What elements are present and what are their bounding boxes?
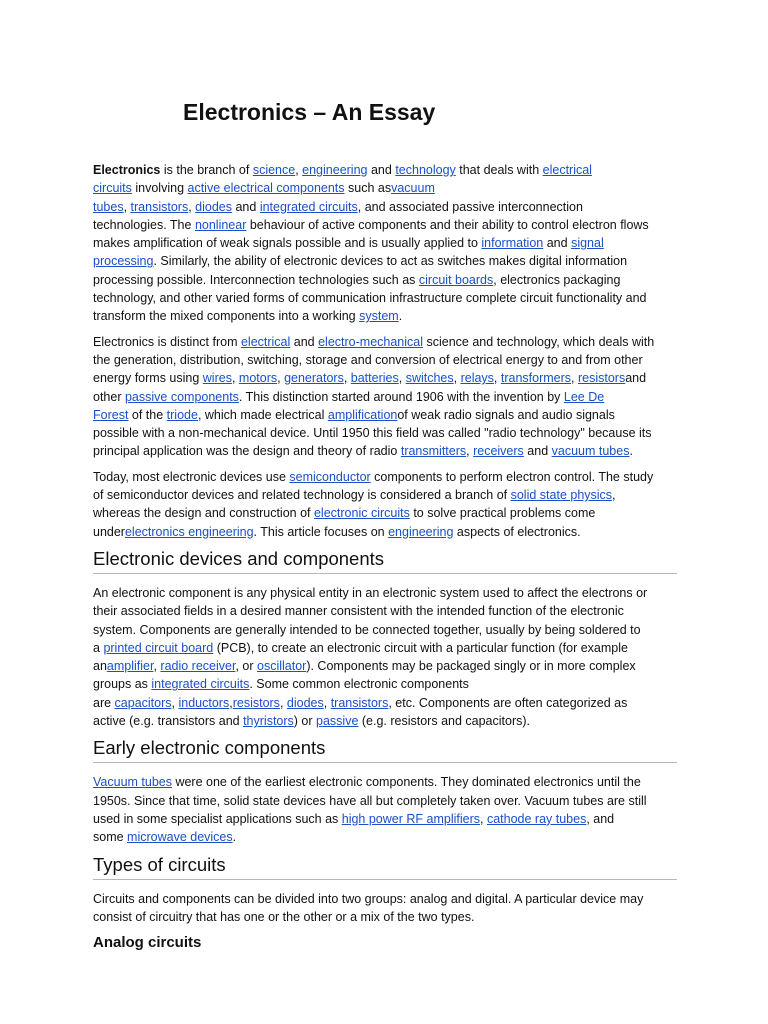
inline-link[interactable]: science xyxy=(252,163,296,177)
inline-link[interactable]: microwave devices xyxy=(127,830,233,845)
inline-link[interactable]: amplifier xyxy=(106,659,154,674)
inline-link[interactable]: passive xyxy=(316,714,359,729)
text-run: possible with a non-mechanical device. Until 1950 this field was called "radio technology" because its xyxy=(93,426,652,441)
text-run: , and associated passive interconnection xyxy=(357,199,583,214)
text-run: principal application was the design and theory of radio xyxy=(93,444,401,459)
inline-link[interactable]: relays xyxy=(460,371,494,386)
inline-link[interactable]: vacuum tubes xyxy=(551,444,630,459)
text-run: system. Components are generally intended to be connected together, usually by being soldered to xyxy=(93,622,641,637)
text-line xyxy=(93,369,683,387)
inline-link[interactable]: transmitters xyxy=(400,444,467,459)
inline-link[interactable]: system xyxy=(359,309,399,324)
text-run: , xyxy=(612,488,616,503)
text-run: , xyxy=(231,371,239,386)
text-run: . xyxy=(232,830,237,845)
text-run: , xyxy=(480,811,487,826)
inline-link[interactable]: transformers xyxy=(500,371,572,386)
section-heading: Types of circuits xyxy=(93,854,677,880)
text-line xyxy=(93,307,683,325)
text-run: , which made electrical xyxy=(197,407,328,422)
text-run: , xyxy=(279,695,287,710)
inline-link[interactable]: information xyxy=(481,236,544,251)
text-run: , xyxy=(466,444,474,459)
text-line xyxy=(93,234,683,252)
text-run: An electronic component is any physical entity in an electronic system used to affect the electrons or xyxy=(93,585,648,600)
text-run: an xyxy=(93,659,107,674)
text-line xyxy=(93,252,683,270)
text-line xyxy=(93,773,683,791)
text-run: their associated fields in a desired manner consistent with the intended function of the electronic xyxy=(93,604,624,619)
text-run: makes amplification of weak signals possible and is usually applied to xyxy=(93,236,482,251)
text-run: to solve practical problems come xyxy=(409,506,596,521)
inline-link[interactable]: solid state physics xyxy=(510,488,613,503)
text-run: and xyxy=(625,371,647,386)
text-run: energy forms using xyxy=(93,371,203,386)
text-run: and xyxy=(367,163,396,177)
inline-link[interactable]: receivers xyxy=(473,444,524,459)
text-run: 1950s. Since that time, solid state devices have all but completely taken over. Vacuum tubes are still xyxy=(93,793,647,808)
text-run: Today, most electronic devices use xyxy=(93,469,290,484)
inline-link[interactable]: wires xyxy=(202,371,232,386)
text-run: and xyxy=(290,334,319,349)
text-run: , xyxy=(343,371,351,386)
paragraph xyxy=(93,584,683,730)
inline-link[interactable]: integrated circuits xyxy=(259,199,358,214)
inline-link[interactable]: high power RF amplifiers xyxy=(341,811,480,826)
text-run: behaviour of active components and their ability to control electron flows xyxy=(246,217,649,232)
inline-link[interactable]: technology xyxy=(395,163,456,177)
text-run: , xyxy=(188,199,196,214)
text-run: that deals with xyxy=(455,163,543,177)
text-run: groups as xyxy=(93,677,152,692)
text-run: , xyxy=(295,163,303,177)
text-run: , xyxy=(277,371,285,386)
text-line xyxy=(93,504,683,522)
text-line xyxy=(93,216,683,234)
text-line xyxy=(93,468,683,486)
inline-link[interactable]: electro-mechanical xyxy=(318,334,424,349)
text-line xyxy=(93,198,683,216)
text-run: aspects of electronics. xyxy=(453,524,581,539)
text-run: ) or xyxy=(293,714,317,729)
text-run: . This article focuses on xyxy=(253,524,389,539)
text-run: , or xyxy=(235,659,257,674)
text-run: , xyxy=(398,371,406,386)
inline-link[interactable]: engineering xyxy=(302,163,368,177)
text-line xyxy=(93,424,683,442)
inline-link[interactable]: Forest xyxy=(93,407,129,422)
text-line xyxy=(93,486,683,504)
inline-link[interactable]: electrical xyxy=(240,334,291,349)
inline-link[interactable]: circuits xyxy=(93,181,132,196)
text-run: , xyxy=(123,199,131,214)
text-run: of the xyxy=(128,407,167,422)
text-run: , xyxy=(453,371,461,386)
text-line xyxy=(93,161,683,179)
inline-link[interactable]: amplification xyxy=(327,407,398,422)
text-line xyxy=(93,333,683,351)
inline-link[interactable]: diodes xyxy=(195,199,232,214)
inline-link[interactable]: semiconductor xyxy=(289,469,371,484)
text-run: Electronics is distinct from xyxy=(93,334,241,349)
inline-link[interactable]: electrical xyxy=(542,163,592,177)
text-line xyxy=(93,406,683,424)
text-run: involving xyxy=(131,181,188,196)
inline-link[interactable]: tubes xyxy=(93,199,124,214)
inline-link[interactable]: vacuum xyxy=(391,181,435,196)
text-line xyxy=(93,442,683,460)
text-run: . Similarly, the ability of electronic devices to act as switches makes digital information xyxy=(153,254,628,269)
text-run: (e.g. resistors and capacitors). xyxy=(358,714,531,729)
text-run: were one of the earliest electronic components. They dominated electronics until the xyxy=(171,775,641,790)
paragraph xyxy=(93,773,683,846)
text-run: , xyxy=(493,371,501,386)
text-line xyxy=(93,792,683,810)
text-run: some xyxy=(93,830,128,845)
inline-link[interactable]: resistors xyxy=(577,371,626,386)
text-run: components to perform electron control. The study xyxy=(370,469,654,484)
text-run: (PCB), to create an electronic circuit with a particular function (for example xyxy=(213,640,628,655)
text-run: . This distinction started around 1906 with the invention by xyxy=(238,389,564,404)
text-run: technology, and other varied forms of communication infrastructure complete circuit functionality and xyxy=(93,291,647,306)
inline-link[interactable]: electronic circuits xyxy=(313,506,410,521)
paragraph xyxy=(93,333,683,461)
inline-link[interactable]: engineering xyxy=(388,524,454,539)
text-run: and xyxy=(232,199,260,214)
inline-link[interactable]: circuit boards xyxy=(418,272,494,287)
text-run: processing possible. Interconnection technologies such as xyxy=(93,272,419,287)
inline-link[interactable]: triode xyxy=(166,407,198,422)
text-run: under xyxy=(93,524,125,539)
text-line xyxy=(93,639,683,657)
text-line xyxy=(93,675,683,693)
text-run: . xyxy=(629,444,633,459)
text-run: consist of circuitry that has one or the other or a mix of the two types. xyxy=(93,909,475,924)
text-run: used in some specialist applications such as xyxy=(93,811,342,826)
text-run: Circuits and components can be divided into two groups: analog and digital. A particular device may xyxy=(93,891,644,906)
text-run: technologies. The xyxy=(93,217,195,232)
inline-link[interactable]: diodes xyxy=(286,695,324,710)
inline-link[interactable]: cathode ray tubes xyxy=(486,811,587,826)
text-line xyxy=(93,271,683,289)
text-run: the generation, distribution, switching, storage and conversion of electrical energy to and from other xyxy=(93,352,643,367)
text-line xyxy=(93,890,683,908)
inline-link[interactable]: resistors xyxy=(232,695,280,710)
paragraph xyxy=(93,468,683,541)
inline-link[interactable]: generators xyxy=(284,371,344,386)
inline-link[interactable]: thyristors xyxy=(243,714,294,729)
inline-link[interactable]: radio receiver xyxy=(160,659,236,674)
inline-link[interactable]: signal xyxy=(571,236,604,251)
text-run: and xyxy=(523,444,552,459)
text-run: , and xyxy=(586,811,615,826)
inline-link[interactable]: Lee De xyxy=(563,389,605,404)
text-run: other xyxy=(93,389,125,404)
inline-link[interactable]: inductors xyxy=(178,695,230,710)
inline-link[interactable]: passive components xyxy=(124,389,239,404)
text-run: transform the mixed components into a working xyxy=(93,309,360,324)
inline-link[interactable]: Vacuum tubes xyxy=(93,775,172,790)
text-line xyxy=(93,584,683,602)
text-run: is the branch of xyxy=(160,163,253,177)
inline-link[interactable]: capacitors xyxy=(114,695,172,710)
text-run: a xyxy=(93,640,104,655)
inline-link[interactable]: transistors xyxy=(330,695,389,710)
text-line xyxy=(93,179,683,197)
inline-link[interactable]: electronics engineering xyxy=(124,524,254,539)
text-line xyxy=(93,523,683,541)
text-run: , xyxy=(323,695,331,710)
page-title: Electronics – An Essay xyxy=(183,99,436,125)
text-line xyxy=(93,828,683,846)
article-body xyxy=(93,161,683,953)
text-run: such as xyxy=(344,181,392,196)
text-run: and xyxy=(543,236,572,251)
text-line xyxy=(93,289,683,307)
text-run: , etc. Components are often categorized as xyxy=(388,695,628,710)
text-run: of semiconductor devices and related technology is considered a branch of xyxy=(93,488,511,503)
text-run: , xyxy=(229,695,233,710)
inline-link[interactable]: transistors xyxy=(130,199,189,214)
text-line xyxy=(93,908,683,926)
text-run: ). Components may be packaged singly or in more complex xyxy=(306,659,636,674)
text-line xyxy=(93,810,683,828)
text-run: active (e.g. transistors and xyxy=(93,714,244,729)
text-run: . Some common electronic components xyxy=(249,677,469,692)
text-line xyxy=(93,621,683,639)
subsection-heading: Analog circuits xyxy=(93,934,202,952)
inline-link[interactable]: batteries xyxy=(350,371,399,386)
inline-link[interactable]: processing xyxy=(93,254,154,269)
inline-link[interactable]: nonlinear xyxy=(194,217,247,232)
inline-link[interactable]: integrated circuits xyxy=(151,677,250,692)
text-line xyxy=(93,694,683,712)
section-heading: Electronic devices and components xyxy=(93,548,677,574)
section-heading: Early electronic components xyxy=(93,737,677,763)
text-run: , xyxy=(171,695,179,710)
text-line xyxy=(93,351,683,369)
text-run: of weak radio signals and audio signals xyxy=(397,407,615,422)
inline-link[interactable]: motors xyxy=(238,371,278,386)
inline-link[interactable]: active electrical components xyxy=(187,181,345,196)
text-run: , xyxy=(571,371,578,386)
text-line xyxy=(93,712,683,730)
text-run: , electronics packaging xyxy=(493,272,621,287)
inline-link[interactable]: oscillator xyxy=(257,659,307,674)
inline-link[interactable]: printed circuit board xyxy=(103,640,214,655)
text-run: are xyxy=(93,695,115,710)
paragraph xyxy=(93,890,683,927)
text-run: , xyxy=(153,659,161,674)
bold-term: Electronics xyxy=(93,163,161,177)
text-line xyxy=(93,657,683,675)
text-run: . xyxy=(398,309,403,324)
inline-link[interactable]: switches xyxy=(405,371,454,386)
text-run: whereas the design and construction of xyxy=(93,506,314,521)
paragraph xyxy=(93,161,683,326)
text-run: science and technology, which deals with xyxy=(423,334,655,349)
text-line xyxy=(93,388,683,406)
text-line xyxy=(93,602,683,620)
